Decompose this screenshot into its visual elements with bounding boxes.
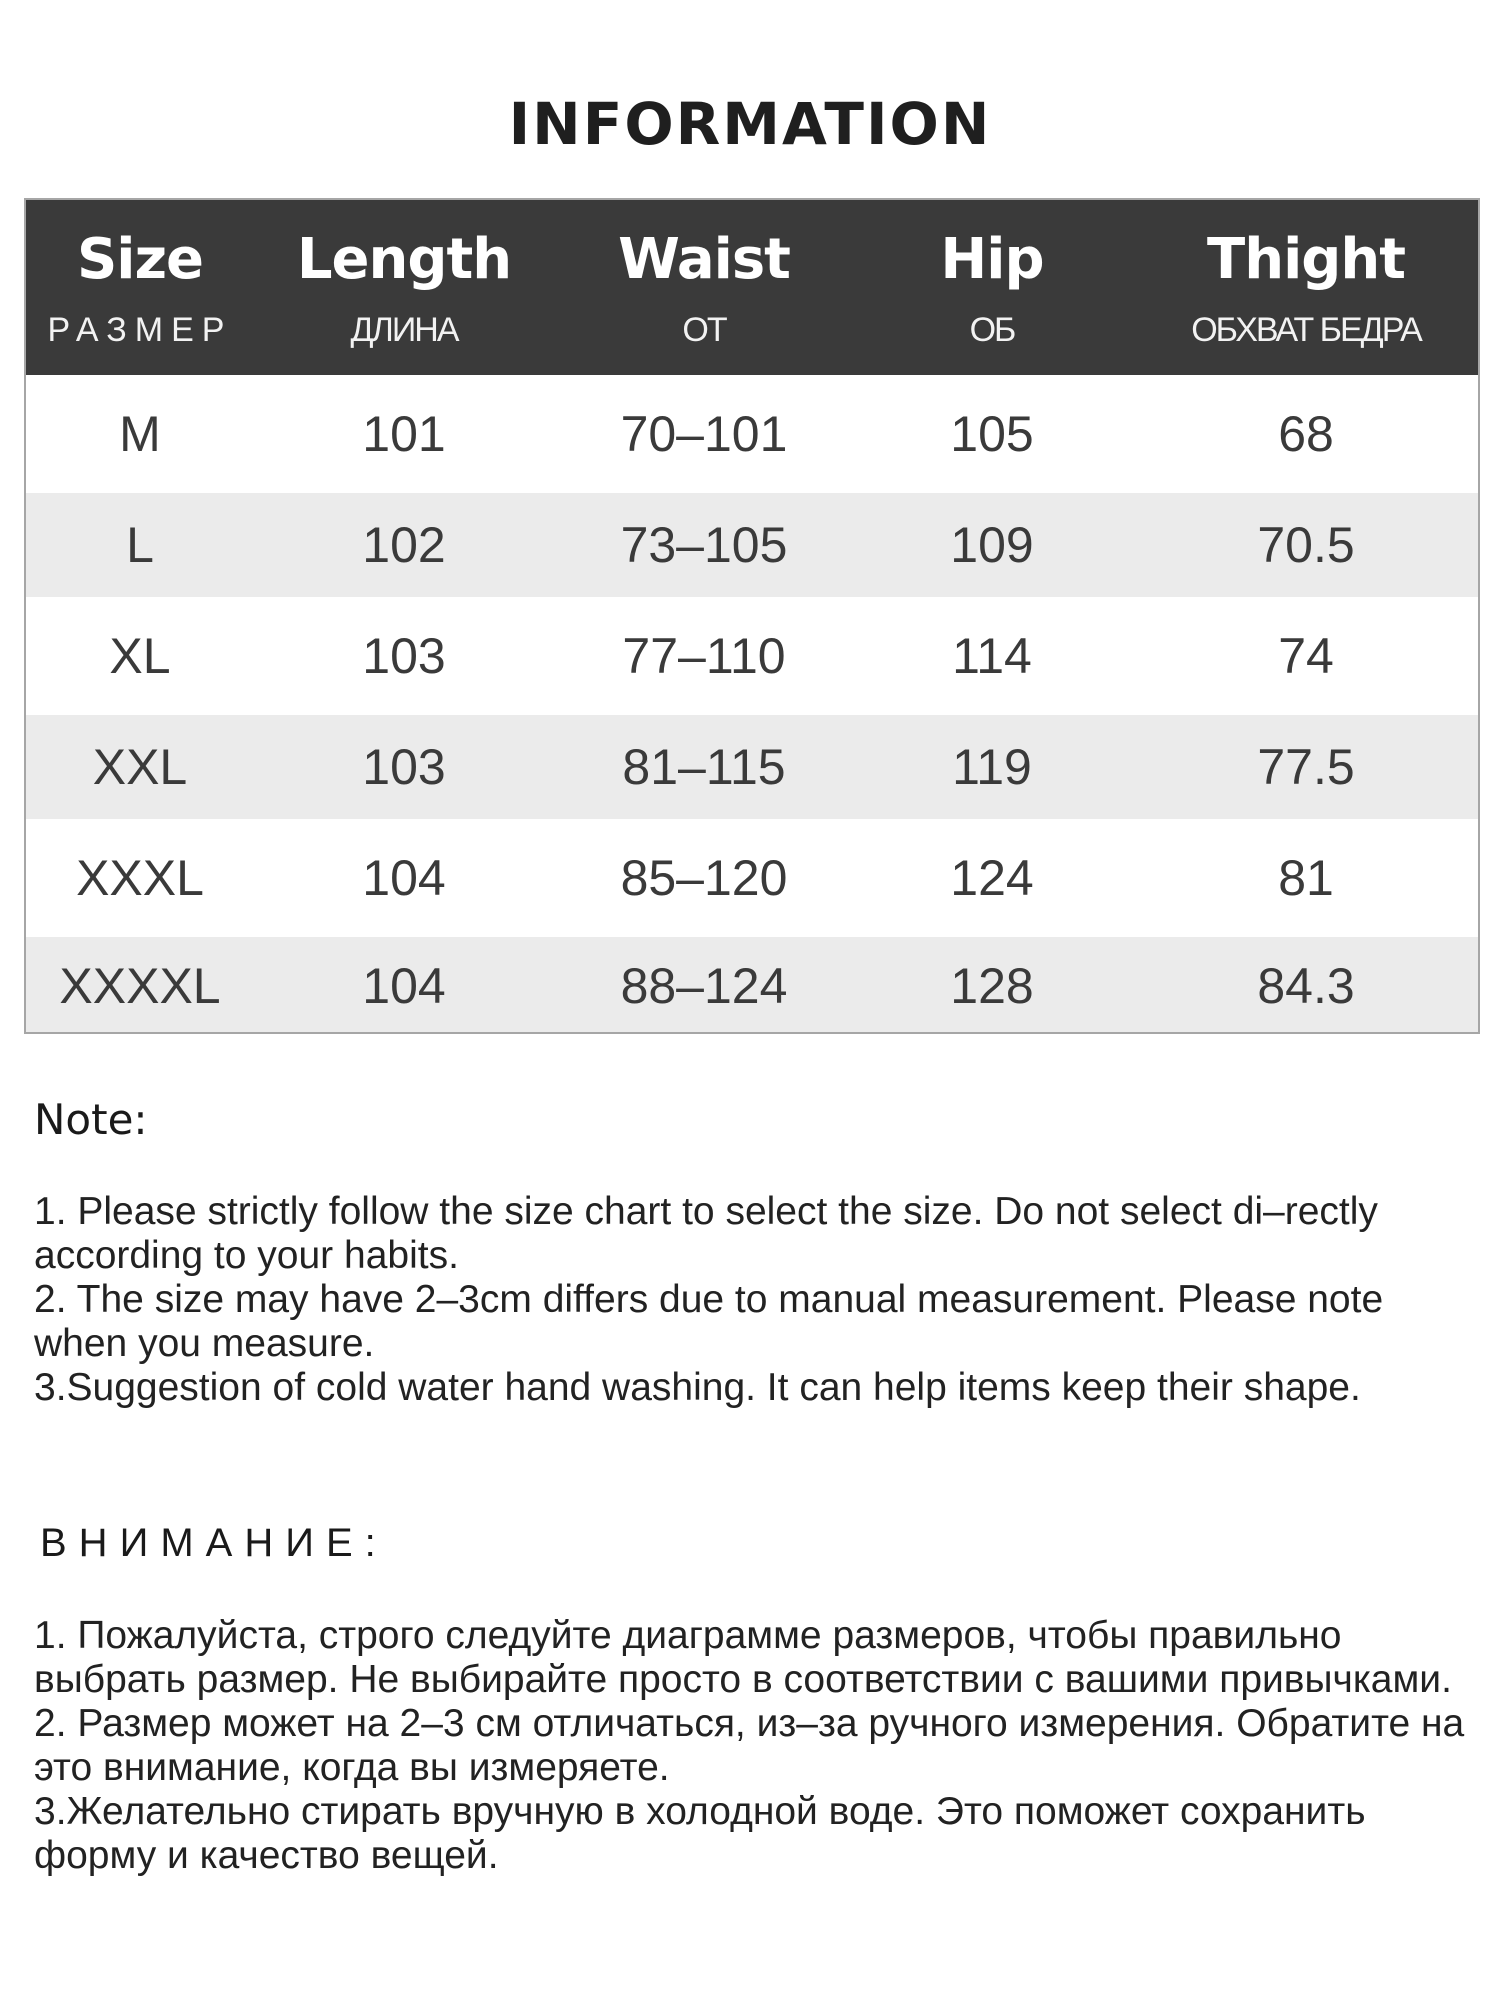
cell-length: 102 bbox=[362, 517, 446, 573]
page-title: INFORMATION bbox=[508, 90, 992, 158]
header-hip bbox=[854, 200, 1130, 375]
cell-thigh: 68 bbox=[1278, 406, 1334, 462]
header-hip-en: Hip bbox=[940, 227, 1044, 292]
cell-size: XXXXL bbox=[59, 957, 221, 1014]
attention-heading: ВНИМАНИЕ: bbox=[40, 1521, 388, 1565]
header-length-en: Length bbox=[296, 227, 512, 292]
cell-length: 104 bbox=[362, 850, 446, 906]
cell-waist: 81–115 bbox=[622, 739, 786, 795]
cell-hip: 128 bbox=[950, 957, 1034, 1014]
cell-size: L bbox=[126, 517, 154, 573]
header-length-ru: ДЛИНА bbox=[350, 311, 458, 349]
header-thigh-ru: ОБХВАТ БЕДРА bbox=[1191, 311, 1421, 349]
header-size bbox=[26, 200, 254, 375]
header-length bbox=[254, 200, 554, 375]
note-item: 3.Suggestion of cold water hand washing. It can help items keep their shape. bbox=[34, 1366, 1361, 1409]
cell-length: 104 bbox=[362, 957, 446, 1014]
note-item: 1. Please strictly follow the size chart to select the size. Do not select di–rectly according to your habits. bbox=[34, 1190, 1378, 1277]
cell-size: M bbox=[119, 406, 161, 462]
header-size-en: Size bbox=[76, 227, 204, 292]
cell-size: XXXL bbox=[76, 850, 204, 906]
cell-thigh: 70.5 bbox=[1257, 517, 1355, 573]
cell-hip: 124 bbox=[950, 850, 1034, 906]
cell-waist: 88–124 bbox=[620, 957, 788, 1014]
size-chart-table bbox=[24, 198, 1480, 1034]
cell-hip: 119 bbox=[952, 739, 1032, 795]
table-row bbox=[26, 937, 1478, 1034]
cell-waist: 70–101 bbox=[620, 406, 788, 462]
cell-size: XXL bbox=[92, 739, 188, 795]
table-row bbox=[26, 597, 1478, 715]
note-item: 2. The size may have 2–3cm differs due to manual measurement. Please note when you measure. bbox=[34, 1278, 1384, 1365]
header-waist bbox=[554, 200, 854, 375]
cell-thigh: 84.3 bbox=[1257, 957, 1355, 1014]
cell-waist: 77–110 bbox=[622, 628, 786, 684]
cell-hip: 105 bbox=[950, 406, 1034, 462]
header-size-ru: РАЗМЕР bbox=[47, 311, 233, 349]
cell-hip: 109 bbox=[950, 517, 1034, 573]
header-thigh bbox=[1130, 200, 1480, 375]
attention-item: 2. Размер может на 2–3 см отличаться, из–за ручного измерения. Обратите на это внимание, когда вы измеряете. bbox=[34, 1702, 1465, 1789]
header-waist-ru: ОТ bbox=[682, 311, 726, 349]
cell-length: 101 bbox=[362, 406, 446, 462]
header-hip-ru: ОБ bbox=[969, 311, 1015, 349]
note-list-en bbox=[34, 1190, 1474, 1410]
cell-thigh: 81 bbox=[1278, 850, 1334, 906]
cell-length: 103 bbox=[362, 739, 446, 795]
note-heading: Note: bbox=[34, 1095, 148, 1144]
cell-thigh: 77.5 bbox=[1257, 739, 1355, 795]
cell-thigh: 74 bbox=[1278, 628, 1334, 684]
table-row bbox=[26, 715, 1478, 819]
cell-waist: 73–105 bbox=[620, 517, 788, 573]
attention-item: 1. Пожалуйста, строго следуйте диаграмме размеров, чтобы правильно выбрать размер. Не выбирайте просто в соответствии с вашими привычками. bbox=[34, 1614, 1452, 1701]
note-list-ru bbox=[34, 1614, 1474, 1878]
header-thigh-en: Thight bbox=[1207, 227, 1405, 292]
cell-hip: 114 bbox=[952, 628, 1032, 684]
attention-item: 3.Желательно стирать вручную в холодной воде. Это поможет сохранить форму и качество вещей. bbox=[34, 1790, 1366, 1877]
table-row bbox=[26, 493, 1478, 597]
header-waist-en: Waist bbox=[618, 227, 790, 292]
cell-length: 103 bbox=[362, 628, 446, 684]
table-header bbox=[26, 200, 1478, 375]
cell-waist: 85–120 bbox=[620, 850, 788, 906]
cell-size: XL bbox=[109, 628, 171, 684]
table-row bbox=[26, 375, 1478, 493]
table-row bbox=[26, 819, 1478, 937]
